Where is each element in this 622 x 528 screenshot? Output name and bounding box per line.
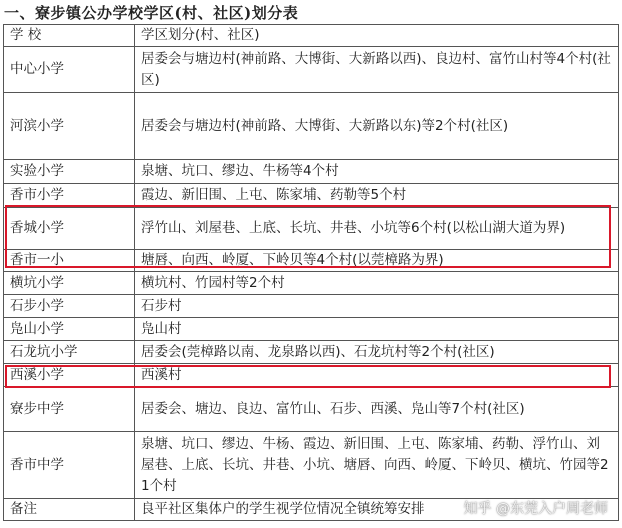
district-cell: 泉塘、坑口、缪边、牛杨、霞边、新旧围、上屯、陈家埔、药勒、浮竹山、刘屋巷、上底、长坑、井巷、小坑、塘唇、向西、岭厦、下岭贝、横坑、竹园等21个村 — [135, 432, 619, 499]
district-cell: 良平社区集体户的学生视学位情况全镇统筹安排 — [135, 499, 619, 521]
table-row — [4, 208, 619, 250]
district-cell: 居委会与塘边村(神前路、大博街、大新路以西)、良边村、富竹山村等4个村(社区) — [135, 47, 619, 93]
table-row — [4, 272, 619, 295]
school-name: 香城小学 — [4, 208, 135, 250]
school-name: 寮步中学 — [4, 387, 135, 432]
district-cell: 居委会(莞樟路以南、龙泉路以西)、石龙坑村等2个村(社区) — [135, 341, 619, 364]
page-title: 一、寮步镇公办学校学区(村、社区)划分表 — [4, 4, 299, 22]
school-name: 备注 — [4, 499, 135, 521]
table-row — [4, 295, 619, 318]
table-row — [4, 387, 619, 432]
school-name: 香市中学 — [4, 432, 135, 499]
header-school: 学 校 — [4, 25, 135, 47]
table-row — [4, 47, 619, 93]
school-name: 石步小学 — [4, 295, 135, 318]
district-cell: 霞边、新旧围、上屯、陈家埔、药勒等5个村 — [135, 184, 619, 208]
table-row — [4, 160, 619, 184]
school-name: 香市一小 — [4, 250, 135, 272]
table-row — [4, 364, 619, 387]
table-row — [4, 341, 619, 364]
district-cell: 塘唇、向西、岭厦、下岭贝等4个村(以莞樟路为界) — [135, 250, 619, 272]
table-row — [4, 318, 619, 341]
district-cell: 泉塘、坑口、缪边、牛杨等4个村 — [135, 160, 619, 184]
school-name: 香市小学 — [4, 184, 135, 208]
district-cell: 西溪村 — [135, 364, 619, 387]
school-name: 实验小学 — [4, 160, 135, 184]
table-row — [4, 93, 619, 160]
district-cell: 横坑村、竹园村等2个村 — [135, 272, 619, 295]
school-name: 石龙坑小学 — [4, 341, 135, 364]
school-name: 中心小学 — [4, 47, 135, 93]
table-row — [4, 250, 619, 272]
header-district: 学区划分(村、社区) — [135, 25, 619, 47]
table-header-row — [4, 25, 619, 47]
table-row — [4, 184, 619, 208]
district-cell: 居委会、塘边、良边、富竹山、石步、西溪、凫山等7个村(社区) — [135, 387, 619, 432]
district-cell: 石步村 — [135, 295, 619, 318]
watermark: 知乎 @东莞入户周老师 — [463, 501, 608, 517]
table-row — [4, 432, 619, 499]
school-name: 凫山小学 — [4, 318, 135, 341]
school-name: 河滨小学 — [4, 93, 135, 160]
school-name: 西溪小学 — [4, 364, 135, 387]
district-cell: 居委会与塘边村(神前路、大博街、大新路以东)等2个村(社区) — [135, 93, 619, 160]
school-district-table — [3, 24, 619, 521]
district-cell: 浮竹山、刘屋巷、上底、长坑、井巷、小坑等6个村(以松山湖大道为界) — [135, 208, 619, 250]
school-name: 横坑小学 — [4, 272, 135, 295]
district-cell: 凫山村 — [135, 318, 619, 341]
